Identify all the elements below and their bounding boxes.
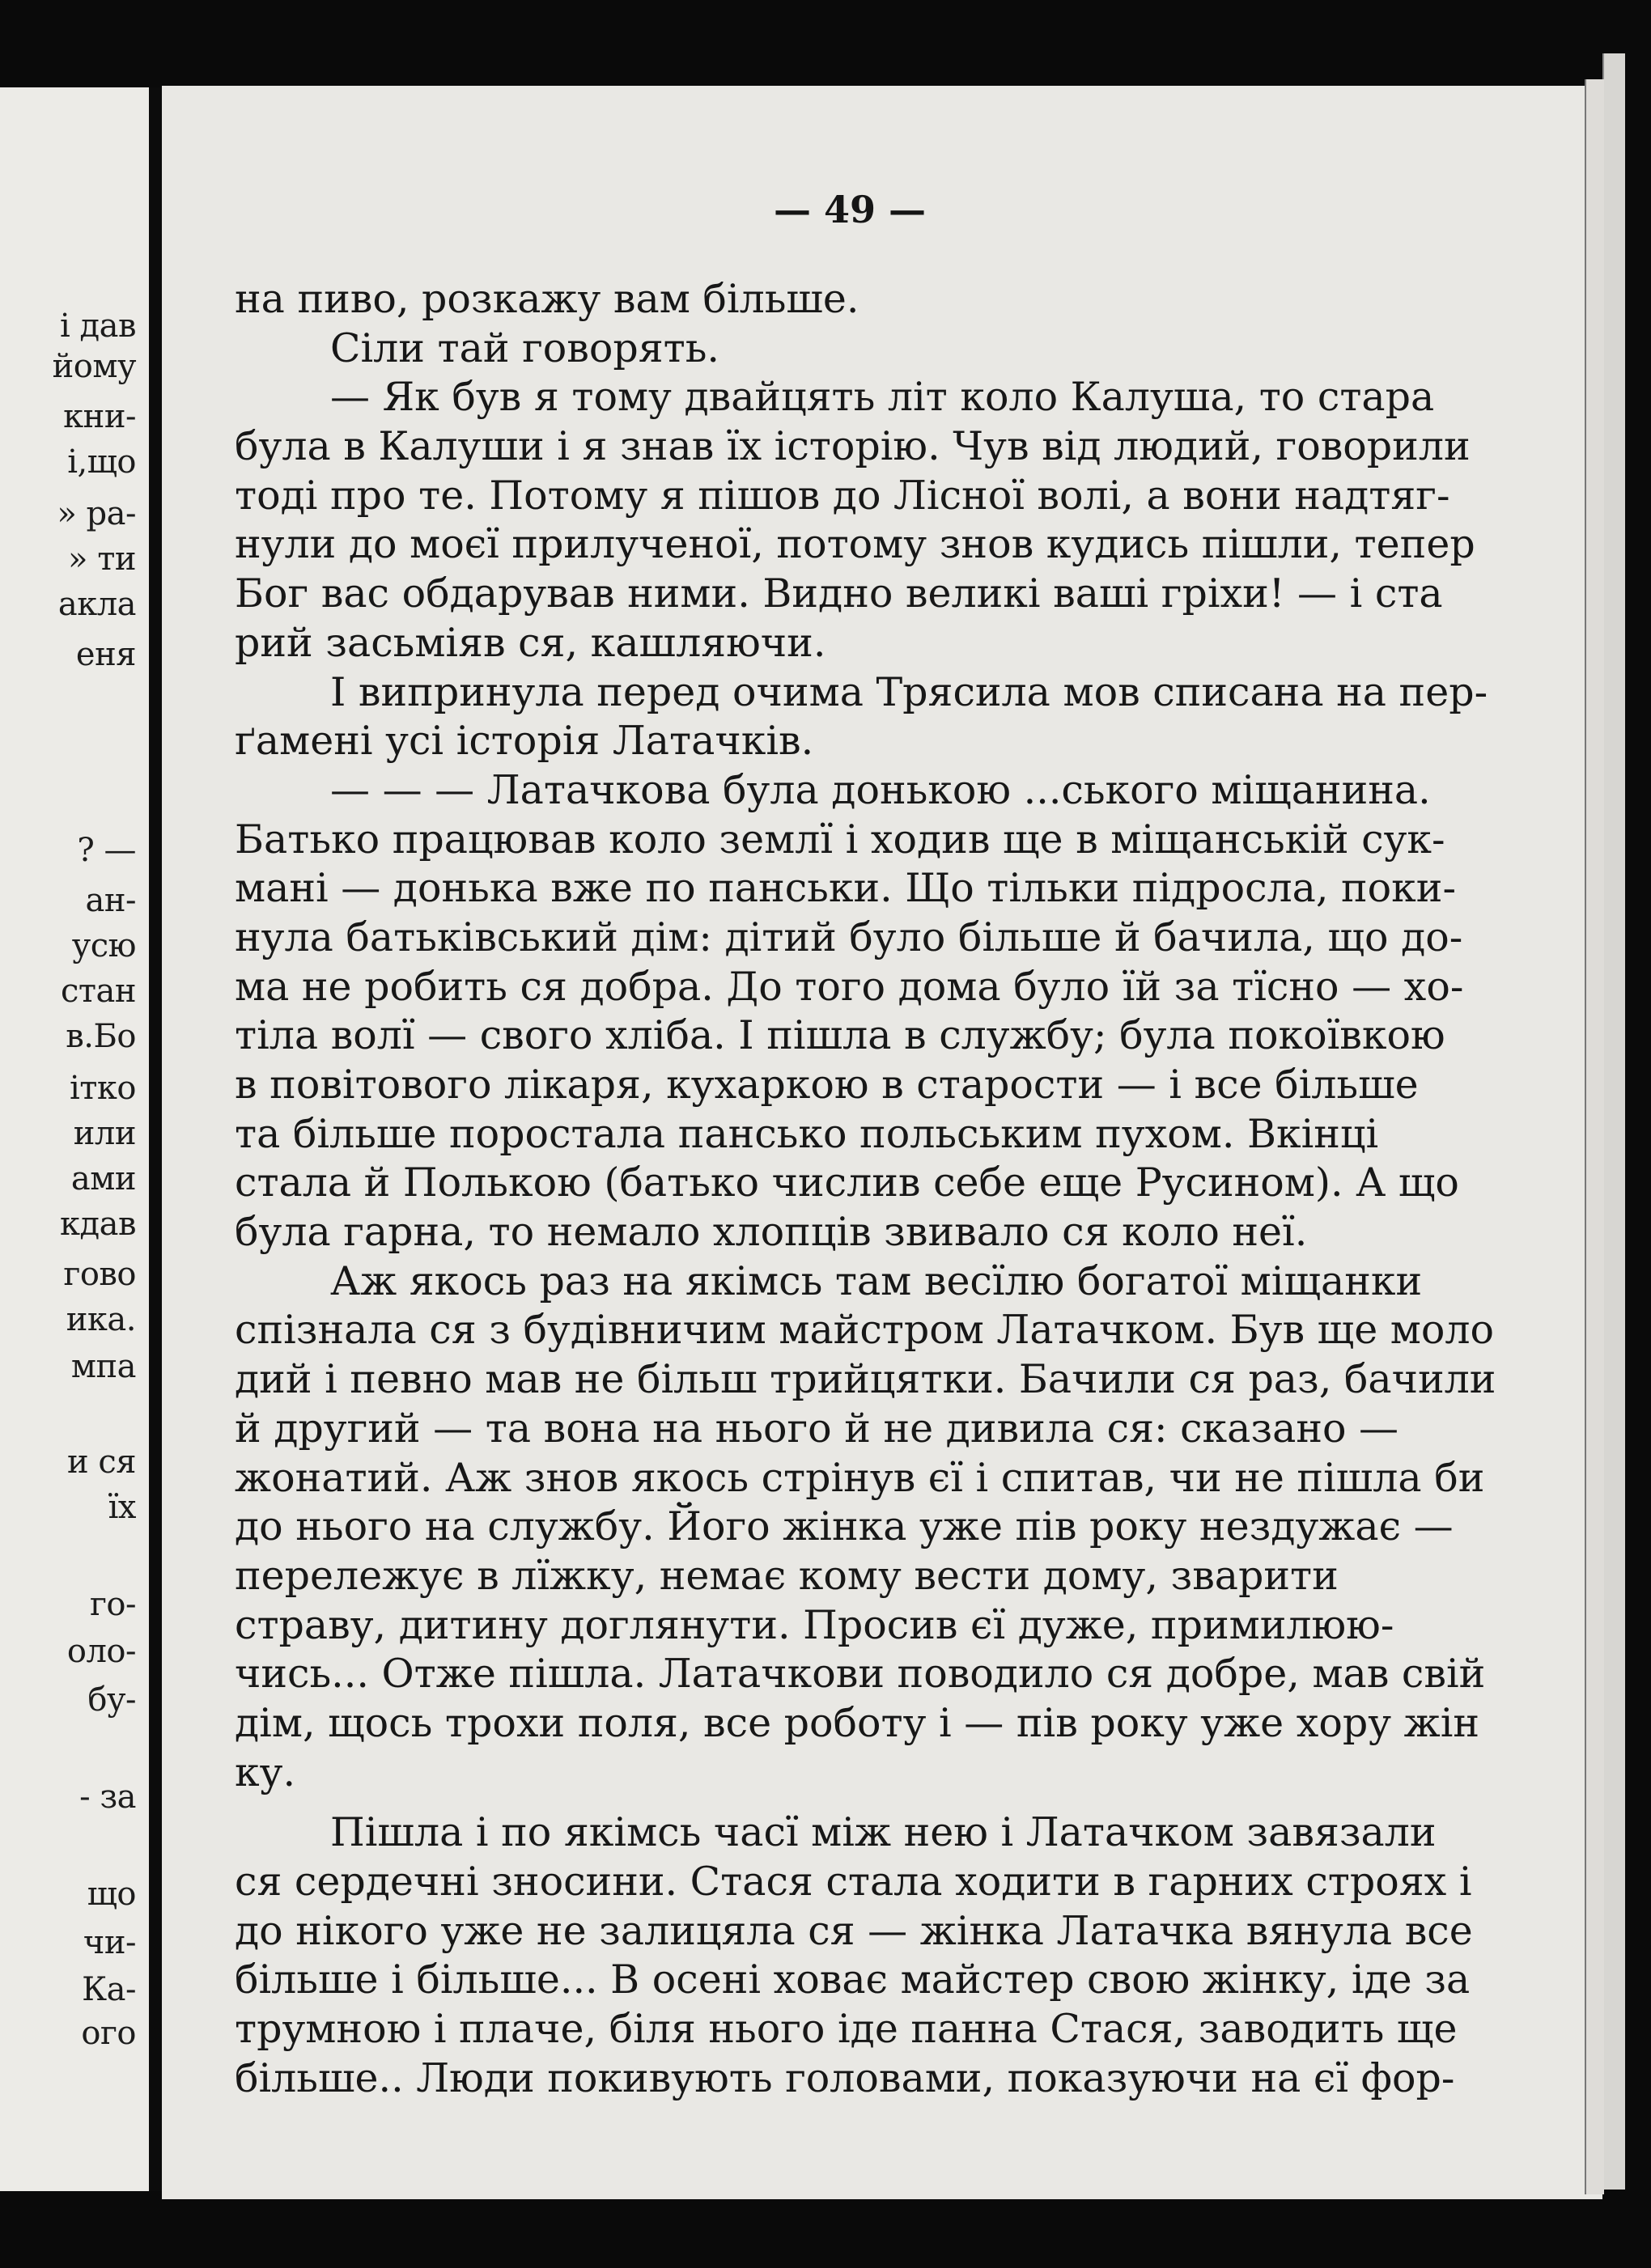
text-line: трумною і плаче, біля нього іде панна Стася, заводить ще: [235, 2006, 1458, 2053]
left-page-fragment-line: йому: [52, 348, 136, 385]
text-line: до нікого уже не залицяла ся — жінка Латачка вянула все: [235, 1907, 1473, 1954]
left-page-fragment-line: усю: [71, 927, 136, 964]
text-line: нули до моєї прилученої, потому знов кудись пішли, тепер: [235, 521, 1475, 568]
left-page-fragment-line: їх: [108, 1489, 136, 1526]
text-line: більше і більше... В осені ховає майстер свою жінку, іде за: [235, 1956, 1471, 2003]
left-page-fragment-line: в.Бо: [66, 1018, 136, 1055]
text-line: Пішла і по якімсь часї між нею і Латачком завязали: [330, 1809, 1437, 1856]
left-page-fragment-line: ітко: [69, 1070, 136, 1107]
page-edge-inner: [1585, 79, 1604, 2194]
text-line: — Як був я тому двайцять літ коло Калуша, то стара: [330, 374, 1435, 421]
text-line: Бог вас обдарував ними. Видно великі ваші гріхи! — і ста: [235, 570, 1443, 617]
left-page-fragment-line: и ся: [66, 1443, 136, 1481]
text-line: була в Калуши і я знав їх історію. Чув від людий, говорили: [235, 423, 1471, 470]
text-line: Батько працював коло землї і ходив ще в міщанській сук-: [235, 816, 1445, 863]
left-page-fragment-line: стан: [60, 973, 136, 1010]
left-page-fragment-line: і,що: [67, 443, 136, 481]
text-line: спізнала ся з будівничим майстром Латачком. Був ще моло: [235, 1307, 1495, 1354]
text-line: ґамені усі історія Латачків.: [235, 718, 814, 765]
left-page-fragment-line: » ра-: [57, 495, 136, 532]
left-page-fragment-line: кдав: [60, 1206, 136, 1243]
left-page-fragment-line: » ти: [68, 541, 136, 578]
text-line: ку.: [235, 1749, 296, 1795]
left-page-fragment-line: го-: [89, 1586, 136, 1623]
text-line: в повітового лікаря, кухаркою в старости — і все більше: [235, 1062, 1419, 1108]
text-line: нула батьківський дім: дітий було більше й бачила, що до-: [235, 914, 1463, 960]
text-line: жонатий. Аж знов якось стрінув єї і спитав, чи не пішла би: [235, 1454, 1485, 1501]
left-page-fragment-line: і дав: [59, 307, 136, 345]
text-line: тоді про те. Потому я пішов до Лісної волі, а вони надтяг-: [235, 472, 1450, 519]
text-line: перележує в лїжку, немає кому вести дому, зварити: [235, 1552, 1339, 1599]
text-line: на пиво, розкажу вам більше.: [235, 276, 859, 322]
left-page-fragment-line: еня: [75, 636, 136, 673]
left-page-fragment-line: акла: [57, 586, 136, 623]
left-page-fragment-line: оло-: [66, 1633, 136, 1670]
left-page-fragment-line: Ка-: [82, 1971, 136, 2008]
left-page-fragment-line: ого: [81, 2015, 136, 2052]
text-line: ся сердечні зносини. Стася стала ходити в гарних строях і: [235, 1859, 1472, 1905]
text-line: Аж якось раз на якімсь там весїлю богатої міщанки: [330, 1257, 1423, 1304]
text-line: чись... Отже пішла. Латачкови поводило ся добре, мав свій: [235, 1651, 1486, 1698]
text-line: — — — Латачкова була донькою ...ського міщанина.: [330, 766, 1431, 813]
left-page-fragment-line: ан-: [85, 882, 136, 919]
left-page-fragment-line: мпа: [70, 1348, 136, 1385]
left-page-fragment: [0, 87, 149, 2191]
text-line: дий і певно мав не більш трийцятки. Бачили ся раз, бачили: [235, 1356, 1496, 1403]
text-line: ма не робить ся добра. До того дома було їй за тїсно — хо-: [235, 963, 1464, 1010]
left-page-fragment-line: кни-: [63, 398, 136, 435]
text-line: рий засьміяв ся, кашляючи.: [235, 619, 826, 666]
text-line: стала й Полькою (батько числив себе еще Русином). А що: [235, 1159, 1459, 1206]
text-line: страву, дитину доглянути. Просив єї дуже, примилюю-: [235, 1601, 1394, 1648]
left-page-fragment-line: ? —: [77, 832, 136, 869]
text-line: й другий — та вона на нього й не дивила ся: сказано —: [235, 1405, 1399, 1452]
left-page-fragment-line: ами: [70, 1160, 136, 1198]
text-line: Сіли тай говорять.: [330, 324, 719, 371]
left-page-fragment-line: ика.: [66, 1301, 136, 1338]
page-text: [235, 275, 1496, 2103]
left-page-fragment-line: - за: [79, 1778, 136, 1816]
text-line: дім, щось трохи поля, все роботу і — пів року уже хору жін: [235, 1699, 1480, 1746]
left-page-fragment-line: що: [87, 1876, 136, 1913]
text-line: І випринула перед очима Трясила мов списана на пер-: [330, 668, 1488, 715]
text-line: більше.. Люди покивують головами, показуючи на єї фор-: [235, 2054, 1455, 2101]
text-line: була гарна, то немало хлопців звивало ся коло неї.: [235, 1209, 1308, 1256]
text-line: мані — донька вже по панськи. Що тільки підросла, поки-: [235, 865, 1457, 912]
page-number: — 49 —: [773, 188, 927, 231]
left-page-fragment-line: чи-: [83, 1924, 136, 1961]
left-page-fragment-line: гово: [63, 1256, 136, 1293]
text-line: тіла волї — свого хліба. І пішла в службу; була покоївкою: [235, 1012, 1445, 1059]
text-line: та більше поростала пансько польським пухом. Вкінці: [235, 1110, 1379, 1157]
text-line: до нього на службу. Його жінка уже пів року нездужає —: [235, 1503, 1454, 1550]
page-edge: [1602, 53, 1625, 2190]
left-page-fragment-line: бу-: [87, 1681, 136, 1719]
left-page-fragment-line: или: [73, 1115, 136, 1152]
book-spine: [149, 87, 162, 2191]
